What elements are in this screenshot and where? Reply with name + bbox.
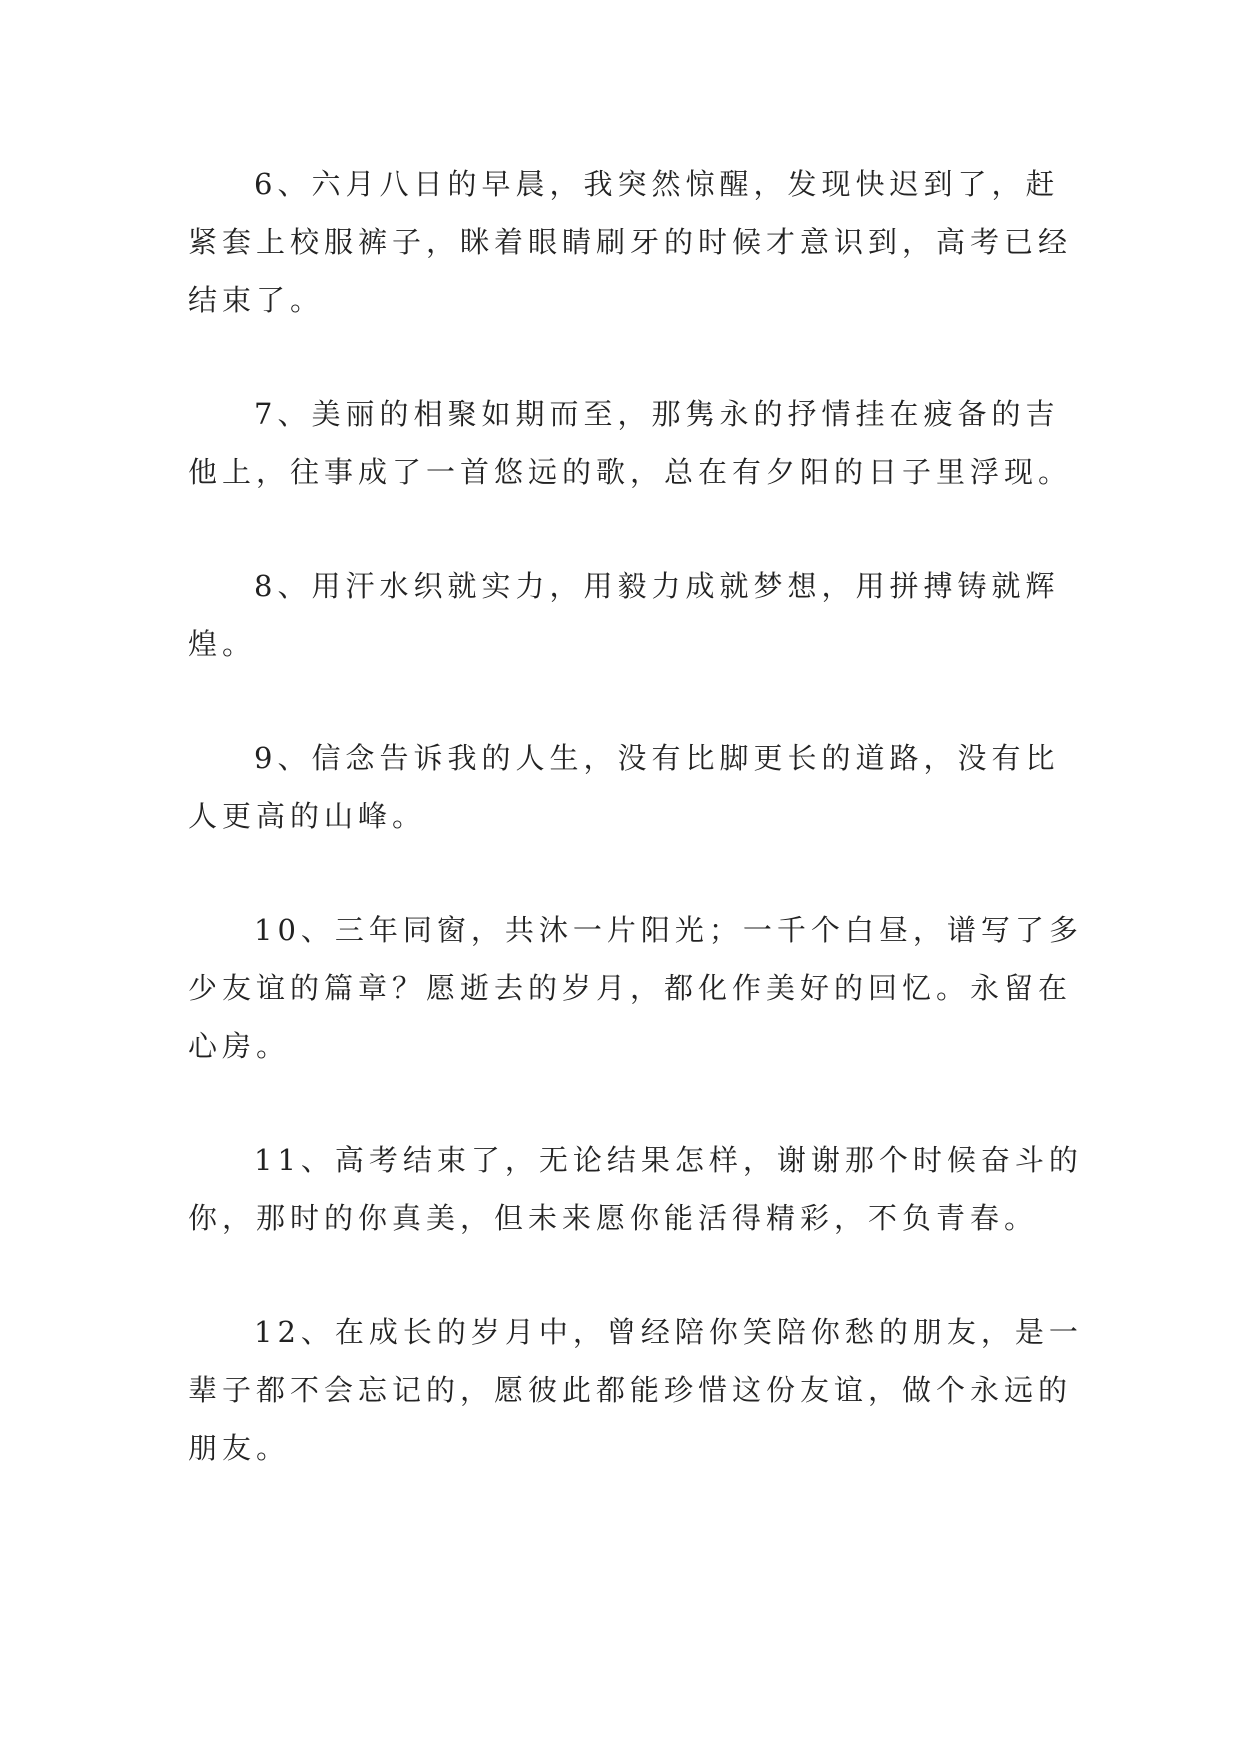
- paragraph-line: 6、六月八日的早晨，我突然惊醒，发现快迟到了，赶: [254, 167, 1060, 201]
- paragraph-line: 12、在成长的岁月中，曾经陪你笑陪你愁的朋友，是一: [254, 1315, 1083, 1349]
- paragraph-line: 人更高的山峰。: [188, 799, 427, 833]
- paragraph-line: 紧套上校服裤子，眯着眼睛刷牙的时候才意识到，高考已经: [188, 225, 1073, 259]
- paragraph-line: 你，那时的你真美，但未来愿你能活得精彩，不负青春。: [188, 1201, 1039, 1235]
- paragraph-line: 辈子都不会忘记的，愿彼此都能珍惜这份友谊，做个永远的: [188, 1373, 1073, 1407]
- paragraph-line: 7、美丽的相聚如期而至，那隽永的抒情挂在疲备的吉: [254, 397, 1060, 431]
- paragraph-9: [188, 729, 1068, 845]
- paragraph-line: 少友谊的篇章？愿逝去的岁月，都化作美好的回忆。永留在: [188, 971, 1073, 1005]
- paragraph-6: [188, 155, 1073, 329]
- paragraph-line: 心房。: [188, 1029, 291, 1063]
- body-text: [188, 155, 1083, 1533]
- paragraph-line: 8、用汗水织就实力，用毅力成就梦想，用拼搏铸就辉: [254, 569, 1060, 603]
- paragraph-line: 9、信念告诉我的人生，没有比脚更长的道路，没有比: [254, 741, 1060, 775]
- paragraph-8: [188, 557, 1068, 673]
- paragraph-12: [188, 1303, 1083, 1477]
- paragraph-line: 结束了。: [188, 283, 325, 317]
- paragraph-10: [188, 901, 1083, 1075]
- paragraph-line: 煌。: [188, 627, 257, 661]
- paragraph-line: 他上，往事成了一首悠远的歌，总在有夕阳的日子里浮现。: [188, 455, 1073, 489]
- paragraph-line: 朋友。: [188, 1431, 291, 1465]
- paragraph-7: [188, 385, 1073, 501]
- paragraph-11: [188, 1131, 1083, 1247]
- paragraph-line: 10、三年同窗，共沐一片阳光；一千个白昼，谱写了多: [254, 913, 1083, 947]
- paragraph-line: 11、高考结束了，无论结果怎样，谢谢那个时候奋斗的: [254, 1143, 1083, 1177]
